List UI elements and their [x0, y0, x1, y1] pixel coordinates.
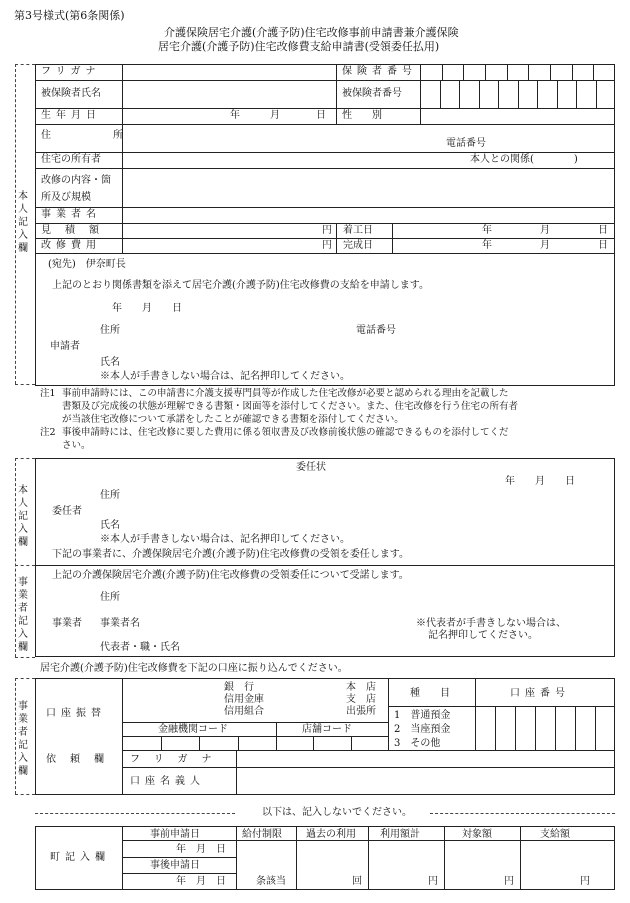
business-name-label: 事業者名 [100, 618, 140, 629]
acceptance-statement: 上記の介護保険居宅介護(介護予防)住宅改修費の受領委任について受諾します。 [52, 570, 409, 581]
label-birthdate: 生年月日 [41, 110, 101, 121]
label-address: 住 所 [41, 130, 137, 141]
kind-3: 3 その他 [394, 738, 441, 749]
office-notice: 以下は、記入しないでください。 [262, 807, 412, 818]
label-furigana: フリガナ [41, 66, 101, 77]
label-phone: 電話番号 [446, 138, 486, 149]
header-pre-app: 事前申請日 [150, 829, 200, 840]
note-1-line-2: 書類及び完成後の状態が理解できる書類・図面等を添付してください。また、住宅改修を行う住宅の所有者 [62, 401, 519, 412]
rep-note-1: ※代表者が手書きしない場合は、 [416, 618, 566, 629]
label-reform-content: 改修の内容・箇所及び規模 [41, 175, 111, 203]
applicant-name-label: 氏名 [100, 357, 120, 368]
rep-note-2: 記名押印してください。 [428, 630, 538, 641]
office-label: 町記入欄 [50, 852, 110, 863]
holder-label: 口座名義人 [130, 776, 205, 787]
header-target: 対象額 [462, 829, 492, 840]
label-sex: 性 別 [342, 110, 382, 121]
side-label-honnin: 本人記入欄 [18, 191, 28, 254]
note-1-line-1: 事前申請時には、この申請書に介護支援専門員等が作成した住宅改修が必要と認められる理由を記載した [62, 388, 509, 399]
applicable-label: 条該当 [256, 876, 286, 887]
label-start-date: 着工日 [343, 225, 373, 236]
transfer-label: 口座振替 [46, 708, 106, 719]
note-1-line-3: が当該住宅改修について承諾をしたことが確認できる書類を添付してください。 [62, 414, 404, 425]
form-number: 第3号様式(第6条関係) [14, 9, 125, 22]
label-post-app: 事後申請日 [150, 860, 200, 871]
label-business: 事業者名 [41, 209, 101, 220]
delegation-seal-note: ※本人が手書きしない場合は、記名押印してください。 [100, 534, 350, 545]
estimate-yen: 円 [322, 225, 332, 236]
side-label-honnin-2: 本人記入欄 [18, 485, 28, 548]
side-label-jigyosha-2: 事業者記入欄 [18, 701, 28, 777]
label-insurer-number: 保険者番号 [342, 66, 417, 77]
addressee: (宛先) 伊奈町長 [48, 259, 126, 270]
note-2-line-2: さい。 [62, 440, 91, 451]
label-cost: 改修費用 [41, 240, 101, 251]
post-app-date: 年 月 日 [176, 876, 226, 887]
label-owner: 住宅の所有者 [41, 154, 101, 165]
title-line-1: 介護保険居宅介護(介護予防)住宅改修事前申請書兼介護保険 [164, 26, 459, 39]
times-unit: 回 [352, 876, 362, 887]
cost-yen: 円 [322, 240, 332, 251]
bank-furigana-label: フリガナ [130, 754, 226, 765]
applicant-phone-label: 電話番号 [356, 325, 396, 336]
branch-code-label: 店舗コード [302, 724, 352, 735]
pre-app-date: 年 月 日 [176, 844, 226, 855]
application-statement: 上記のとおり関係書類を添えて居宅介護(介護予防)住宅改修費の支給を申請します。 [52, 280, 430, 291]
birth-year: 年 [230, 110, 240, 121]
request-label: 依頼欄 [46, 754, 118, 765]
side-dash-1 [15, 64, 16, 384]
header-restriction: 給付制限 [242, 829, 282, 840]
kind-2: 2 当座預金 [394, 724, 451, 735]
label-insured-name: 被保険者氏名 [41, 88, 101, 99]
applicant-seal-note: ※本人が手書きしない場合は、記名押印してください。 [100, 371, 350, 382]
branch-type-3: 出張所 [346, 706, 376, 717]
branch-type-1: 本 店 [346, 682, 376, 693]
label-end-date: 完成日 [343, 240, 373, 251]
note-2-line-1: 事後申請時には、住宅改修に要した費用に係る領収書及び改修前後状態の確認できるものを添付してくだ [62, 427, 509, 438]
application-date: 年 月 日 [112, 303, 182, 314]
total-yen: 円 [428, 876, 438, 887]
applicant-address-label: 住所 [100, 325, 120, 336]
header-payment: 支給額 [540, 829, 570, 840]
kind-1: 1 普通預金 [394, 710, 451, 721]
label-insured-number: 被保険者番号 [342, 88, 402, 99]
bank-code-label: 金融機関コード [158, 724, 228, 735]
birth-day: 日 [316, 110, 326, 121]
payment-yen: 円 [580, 876, 590, 887]
bank-lead: 居宅介護(介護予防)住宅改修費を下記の口座に振り込んでください。 [40, 663, 348, 674]
side-label-jigyosha-1: 事業者記入欄 [18, 577, 28, 653]
delegator-label: 委任者 [52, 506, 82, 517]
birth-month: 月 [270, 110, 280, 121]
branch-type-2: 支 店 [346, 694, 376, 705]
business-label: 事業者 [52, 618, 82, 629]
target-yen: 円 [504, 876, 514, 887]
title-line-2: 居宅介護(介護予防)住宅改修費支給申請書(受領委任払用) [158, 40, 440, 53]
representative-label: 代表者・職・氏名 [100, 642, 180, 653]
account-number-label: 口座番号 [510, 688, 570, 699]
bank-type-1: 銀 行 [224, 682, 254, 693]
label-estimate: 見積額 [41, 225, 113, 236]
delegation-statement: 下記の事業者に、介護保険居宅介護(介護予防)住宅改修費の受領を委任します。 [52, 549, 410, 560]
bank-type-3: 信用組合 [224, 706, 264, 717]
header-total: 利用額計 [380, 829, 420, 840]
bank-type-2: 信用金庫 [224, 694, 264, 705]
applicant-label: 申請者 [50, 341, 80, 352]
header-past-use: 過去の利用 [306, 829, 356, 840]
kind-label: 種 目 [410, 688, 450, 699]
delegation-title: 委任状 [296, 462, 326, 473]
label-relation: 本人との関係( ) [470, 154, 578, 165]
delegation-date: 年 月 日 [505, 476, 575, 487]
